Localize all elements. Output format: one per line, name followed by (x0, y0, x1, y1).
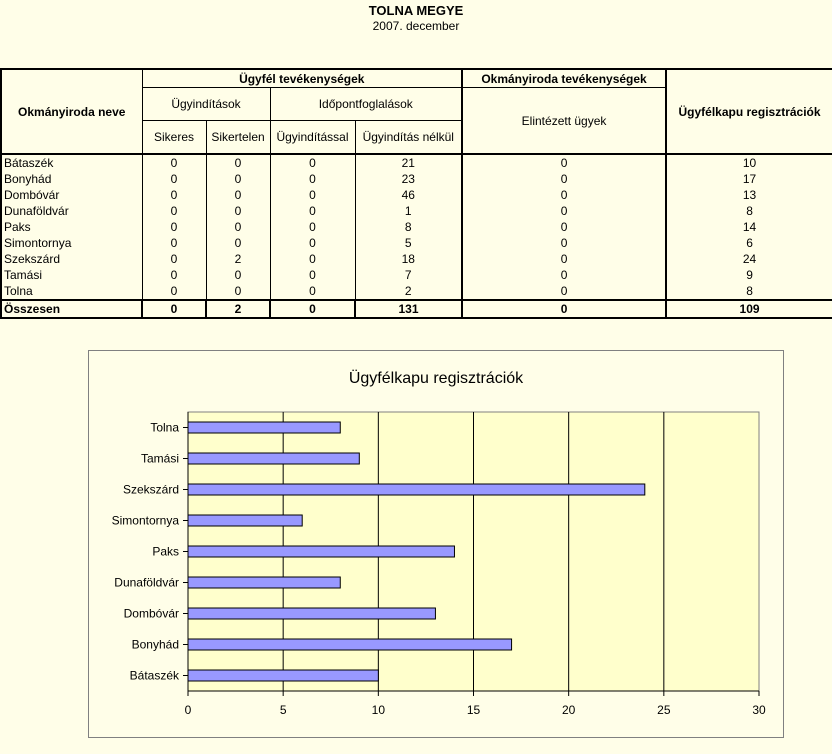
table-row (1, 187, 832, 203)
x-tick-label: 20 (561, 703, 576, 717)
table-cell: 0 (462, 300, 666, 318)
office-name-cell: Dombóvár (1, 187, 142, 203)
x-tick-label: 15 (466, 703, 481, 717)
chart-title: Ügyfélkapu regisztrációk (348, 370, 524, 387)
registrations-chart (88, 350, 784, 738)
x-tick-label: 0 (184, 703, 192, 717)
table-cell: 0 (462, 187, 666, 203)
total-row (1, 300, 832, 318)
office-name-cell: Bátaszék (1, 154, 142, 171)
table-cell: 0 (142, 267, 206, 283)
table-cell: 0 (462, 171, 666, 187)
table-cell: 0 (142, 283, 206, 300)
table-cell: 0 (462, 203, 666, 219)
table-cell: 23 (355, 171, 462, 187)
bar (188, 453, 359, 464)
table-cell: 17 (666, 171, 832, 187)
table-cell: 0 (462, 235, 666, 251)
table-cell: 0 (270, 300, 355, 318)
category-label: Tolna (150, 420, 179, 435)
table-cell: 0 (270, 235, 355, 251)
office-name-cell: Tamási (1, 267, 142, 283)
table-cell: 6 (666, 235, 832, 251)
table-cell: 0 (206, 235, 270, 251)
table-cell: 13 (666, 187, 832, 203)
table-cell: 8 (355, 219, 462, 235)
table-cell: 0 (462, 251, 666, 267)
table-row (1, 219, 832, 235)
bar-chart-svg (89, 351, 783, 737)
table-row (1, 251, 832, 267)
category-label: Dombóvár (123, 606, 179, 621)
header-successful: Sikeres (142, 121, 206, 155)
table-cell: 14 (666, 219, 832, 235)
header-without-initiation: Ügyindítás nélkül (355, 121, 462, 155)
header-initiations: Ügyindítások (142, 88, 270, 121)
table-row (1, 154, 832, 171)
table-cell: 0 (270, 187, 355, 203)
table-cell: 0 (142, 251, 206, 267)
table-cell: 8 (666, 203, 832, 219)
category-label: Simontornya (111, 513, 179, 528)
header-registrations: Ügyfélkapu regisztrációk (666, 69, 832, 154)
table-cell: 7 (355, 267, 462, 283)
table-cell: 0 (142, 203, 206, 219)
table-cell: 0 (462, 267, 666, 283)
bar (188, 484, 645, 495)
table-cell: 0 (270, 154, 355, 171)
category-label: Paks (152, 544, 179, 559)
table-row (1, 235, 832, 251)
table-cell: 0 (206, 267, 270, 283)
table-row (1, 203, 832, 219)
table-cell: 0 (462, 283, 666, 300)
total-label: Összesen (1, 300, 142, 318)
table-cell: 109 (666, 300, 832, 318)
page-title: TOLNA MEGYE (368, 3, 464, 18)
table-cell: 0 (462, 154, 666, 171)
bar (188, 515, 302, 526)
bar (188, 639, 512, 650)
table-cell: 0 (462, 219, 666, 235)
table-cell: 0 (270, 267, 355, 283)
table-cell: 0 (206, 283, 270, 300)
table-cell: 5 (355, 235, 462, 251)
table-cell: 131 (355, 300, 462, 318)
table-row (1, 171, 832, 187)
table-cell: 0 (270, 171, 355, 187)
category-label: Tamási (140, 451, 179, 466)
table-cell: 10 (666, 154, 832, 171)
table-cell: 24 (666, 251, 832, 267)
table-cell: 1 (355, 203, 462, 219)
header-unsuccessful: Sikertelen (206, 121, 270, 155)
x-tick-label: 25 (657, 703, 671, 717)
header-office-name: Okmányiroda neve (1, 69, 142, 154)
table-cell: 0 (142, 187, 206, 203)
table-cell: 0 (270, 251, 355, 267)
table-cell: 0 (142, 219, 206, 235)
table-cell: 8 (666, 283, 832, 300)
table-cell: 0 (142, 235, 206, 251)
header-completed-cases: Elintézett ügyek (462, 88, 666, 155)
category-label: Bonyhád (131, 637, 179, 652)
table-cell: 9 (666, 267, 832, 283)
table-cell: 0 (206, 203, 270, 219)
table-row (1, 283, 832, 300)
table-cell: 2 (206, 300, 270, 318)
header-client-activities: Ügyfél tevékenységek (142, 69, 462, 88)
office-name-cell: Tolna (1, 283, 142, 300)
header-appointments: Időpontfoglalások (270, 88, 462, 121)
header-office-activities: Okmányiroda tevékenységek (462, 69, 666, 88)
table-cell: 0 (270, 203, 355, 219)
header-with-initiation: Ügyindítással (270, 121, 355, 155)
table-cell: 0 (206, 171, 270, 187)
statistics-table (0, 68, 832, 319)
office-name-cell: Dunaföldvár (1, 203, 142, 219)
table-cell: 2 (355, 283, 462, 300)
bar (188, 577, 340, 588)
table-cell: 18 (355, 251, 462, 267)
x-tick-label: 5 (279, 703, 287, 717)
x-tick-label: 30 (752, 703, 766, 717)
table-cell: 0 (206, 154, 270, 171)
table-row (1, 267, 832, 283)
x-tick-label: 10 (371, 703, 386, 717)
category-label: Dunaföldvár (114, 575, 179, 590)
table-cell: 0 (270, 283, 355, 300)
table-cell: 0 (206, 219, 270, 235)
bar (188, 670, 378, 681)
bar (188, 422, 340, 433)
table-cell: 2 (206, 251, 270, 267)
office-name-cell: Bonyhád (1, 171, 142, 187)
category-label: Szekszárd (122, 482, 179, 497)
category-label: Bátaszék (129, 668, 179, 683)
bar (188, 546, 454, 557)
table-cell: 46 (355, 187, 462, 203)
table-cell: 0 (206, 187, 270, 203)
table-cell: 0 (270, 219, 355, 235)
office-name-cell: Szekszárd (1, 251, 142, 267)
office-name-cell: Simontornya (1, 235, 142, 251)
table-cell: 0 (142, 154, 206, 171)
page-subtitle: 2007. december (372, 19, 460, 33)
office-name-cell: Paks (1, 219, 142, 235)
table-cell: 0 (142, 171, 206, 187)
table-cell: 0 (142, 300, 206, 318)
bar (188, 608, 435, 619)
table-cell: 21 (355, 154, 462, 171)
